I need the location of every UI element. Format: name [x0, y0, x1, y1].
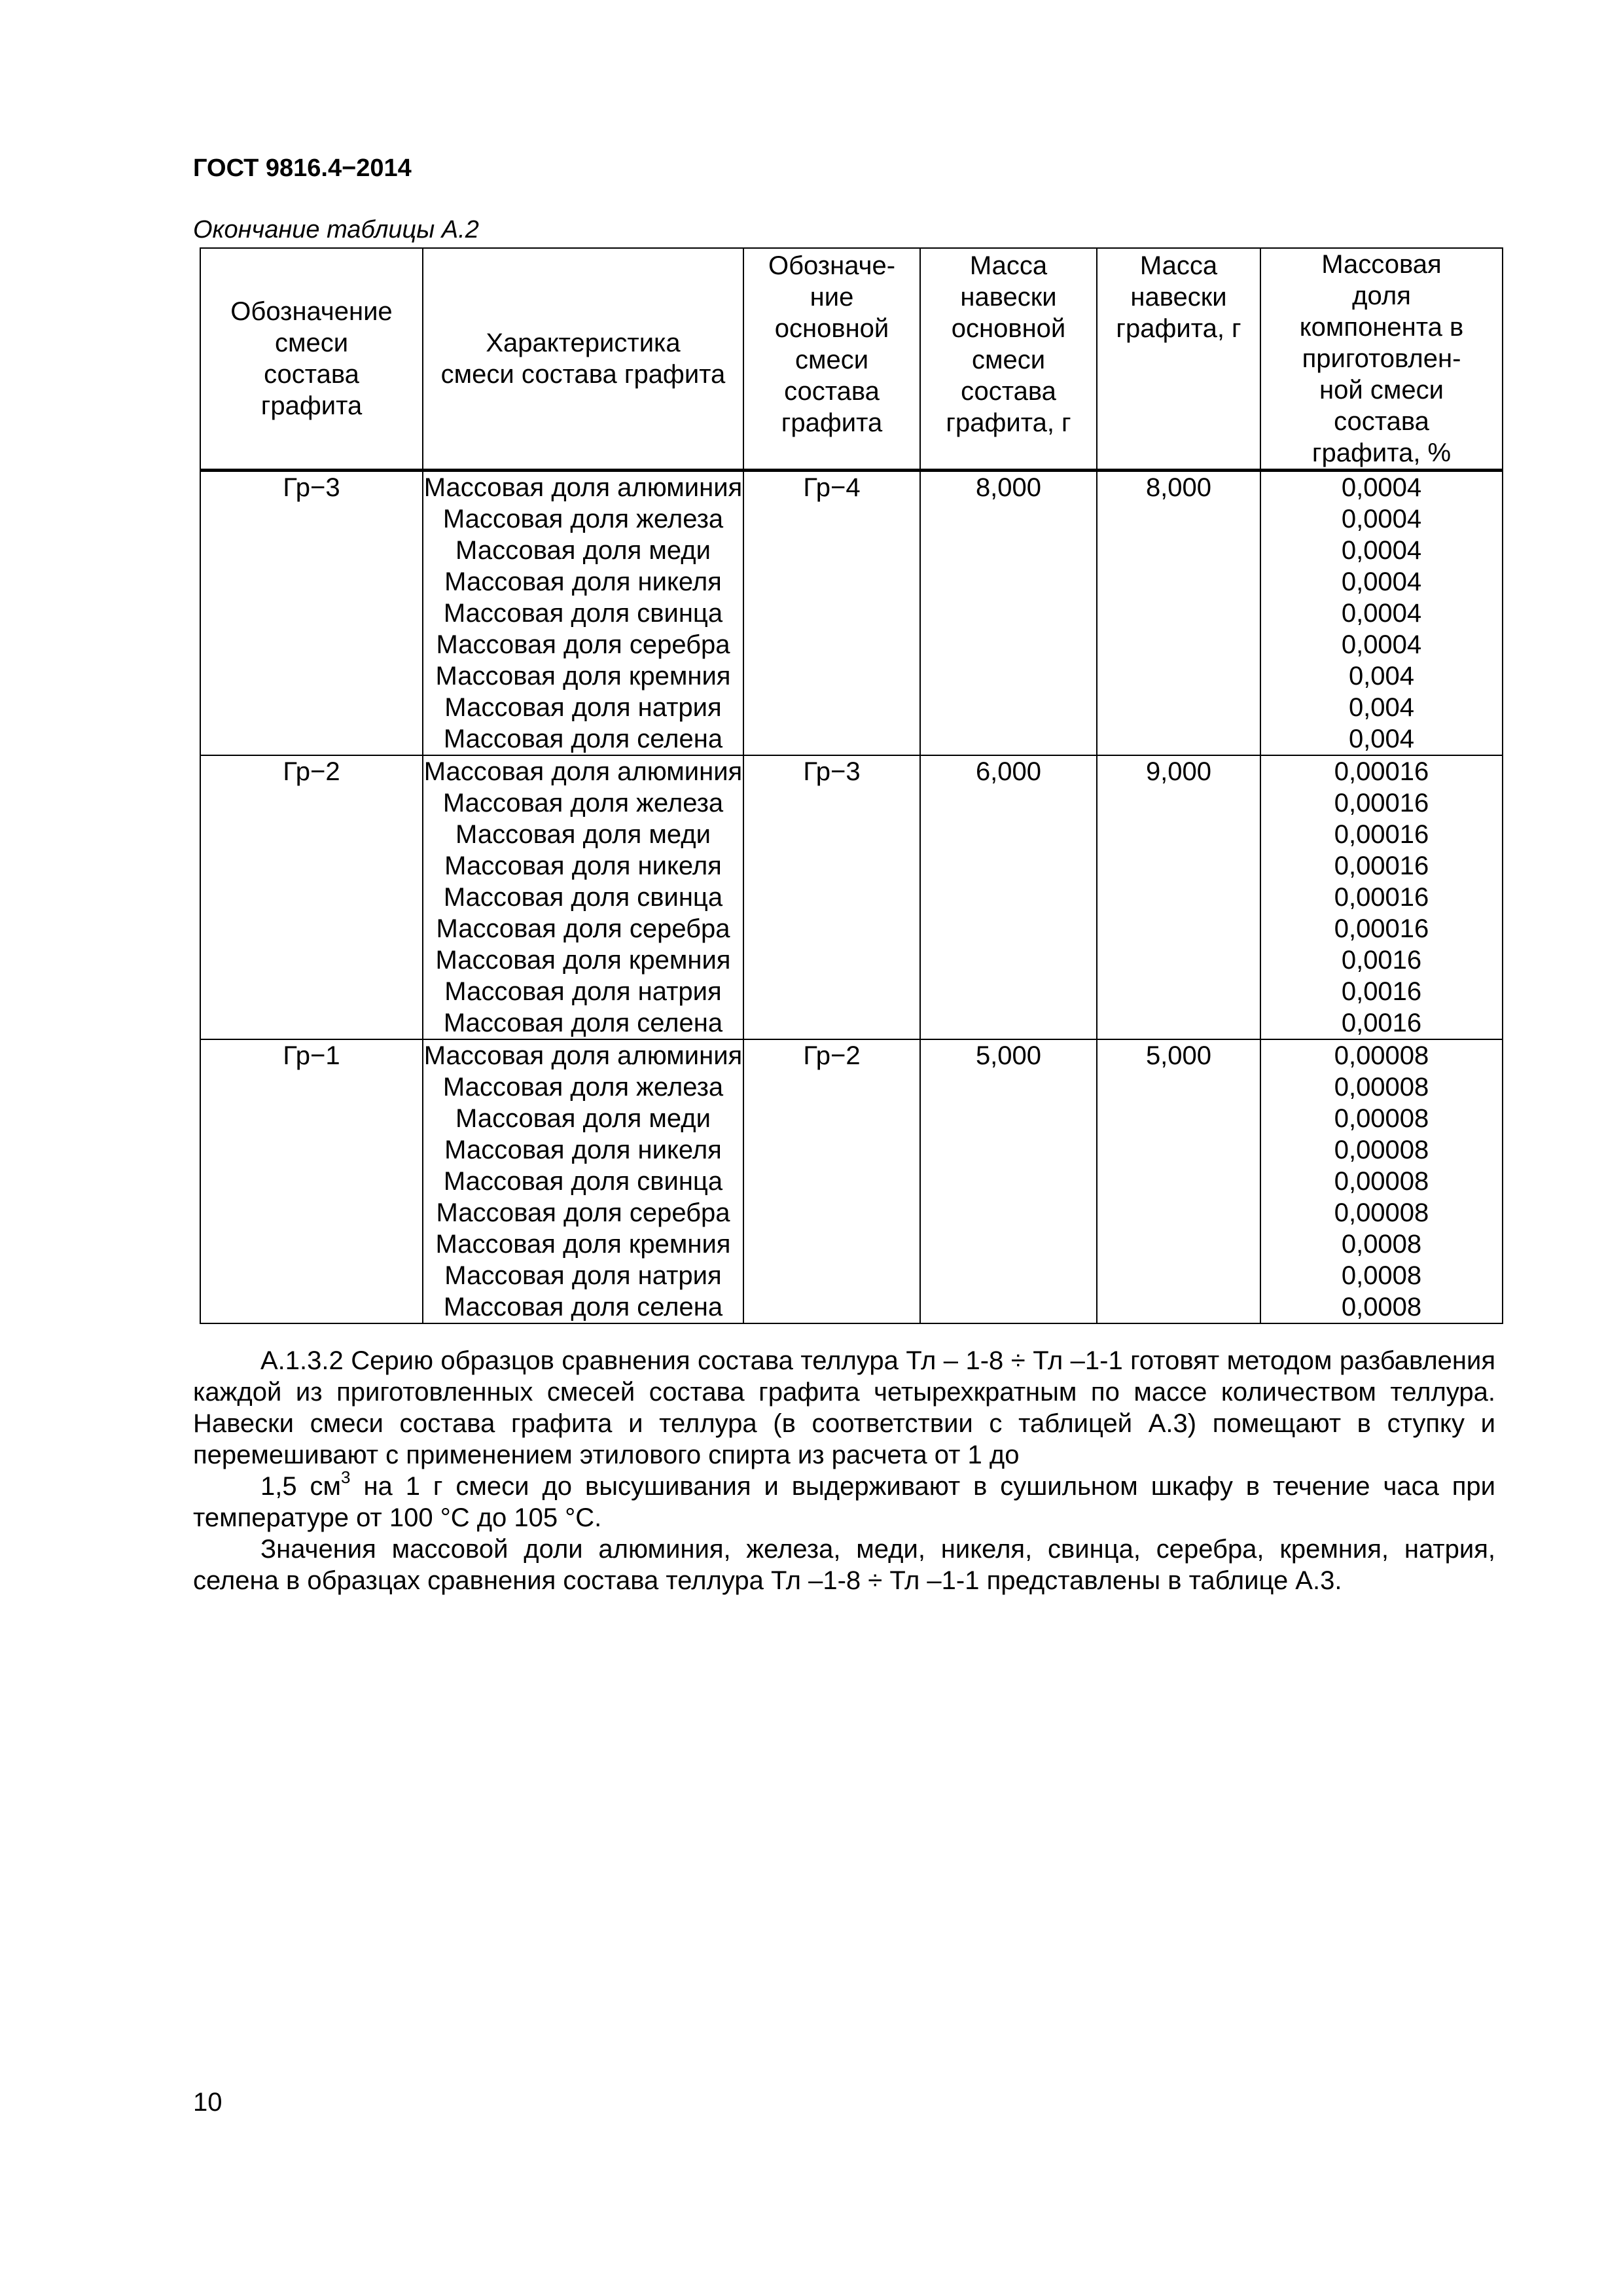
cell-line: 0,00016	[1334, 757, 1429, 786]
column-header-line: Массовая	[1321, 250, 1442, 279]
cell-line: Массовая доля алюминия	[423, 757, 743, 786]
cell-line: 0,0016	[1341, 1009, 1422, 1037]
cell-text: 6,000	[975, 757, 1042, 786]
characteristics-cell	[423, 1039, 743, 1323]
table-caption: Окончание таблицы А.2	[193, 216, 479, 243]
cell-line: Массовая доля натрия	[444, 1261, 722, 1290]
base-mix-cell	[743, 755, 920, 1039]
graphite-mass-cell	[1097, 471, 1260, 756]
column-header-line: Обозначение	[230, 297, 393, 326]
column-header-1	[200, 248, 423, 471]
cell-line: 0,00008	[1334, 1198, 1429, 1227]
cell-line: Массовая доля меди	[455, 536, 711, 565]
column-header-line: доля	[1352, 281, 1411, 310]
column-header-line: графита	[781, 408, 883, 437]
paragraph-continuation	[193, 1467, 1495, 1534]
base-mass-cell	[920, 755, 1097, 1039]
paragraph-text-before-superscript: 1,5 см	[260, 1472, 342, 1501]
cell-line: Массовая доля кремния	[435, 946, 731, 975]
column-header-line: графита, %	[1311, 439, 1452, 467]
graphite-mass-cell	[1097, 1039, 1260, 1323]
cell-line: Массовая доля никеля	[444, 1136, 722, 1164]
cell-text: Гр−2	[803, 1041, 861, 1070]
cell-line: 0,00008	[1334, 1073, 1429, 1102]
column-header-4	[920, 248, 1097, 471]
column-header-line: Характеристика	[486, 329, 681, 357]
column-header-3	[743, 248, 920, 471]
column-header-line: графита	[260, 391, 363, 420]
cell-text: 9,000	[1145, 757, 1212, 786]
cell-line: 0,004	[1348, 693, 1415, 722]
column-header-line: Масса	[1139, 251, 1218, 280]
superscript-3: 3	[341, 1467, 351, 1487]
paragraph-text: Значения массовой доли алюминия, железа, меди, никеля, свинца, серебра, кремния, натрия, селена в образцах сравнения состава теллура Тл –1-8 ÷ Тл –1-1 представлены в таблице А.3.	[193, 1535, 1495, 1595]
cell-text: 5,000	[1145, 1041, 1212, 1070]
fraction-cell	[1260, 1039, 1503, 1323]
cell-line: Массовая доля селена	[443, 1009, 723, 1037]
table-row	[200, 1039, 1503, 1323]
cell-line: Массовая доля натрия	[444, 977, 722, 1006]
column-header-line: навески	[1130, 283, 1227, 312]
column-header-line: состава	[784, 377, 880, 406]
characteristics-cell	[423, 471, 743, 756]
cell-line: 0,00016	[1334, 914, 1429, 943]
cell-text: Гр−1	[283, 1041, 340, 1070]
cell-line: 0,0004	[1341, 536, 1422, 565]
column-header-line: смеси	[274, 329, 349, 357]
cell-line: 0,00008	[1334, 1136, 1429, 1164]
cell-line: Массовая доля натрия	[444, 693, 722, 722]
column-header-line: основной	[951, 314, 1066, 343]
document-header: ГОСТ 9816.4−2014	[193, 154, 412, 182]
table-row	[200, 755, 1503, 1039]
cell-line: Массовая доля алюминия	[423, 473, 743, 502]
cell-line: 0,0004	[1341, 473, 1422, 502]
cell-line: 0,00008	[1334, 1041, 1429, 1070]
column-header-line: смеси	[971, 346, 1046, 374]
cell-line: Массовая доля свинца	[443, 599, 723, 628]
page-number: 10	[193, 2088, 223, 2117]
cell-line: 0,00016	[1334, 820, 1429, 849]
base-mix-cell	[743, 1039, 920, 1323]
column-header-2	[423, 248, 743, 471]
cell-line: 0,00008	[1334, 1167, 1429, 1196]
column-header-line: навески	[960, 283, 1057, 312]
cell-text: Гр−3	[803, 757, 861, 786]
designation-cell	[200, 755, 423, 1039]
cell-line: 0,0016	[1341, 977, 1422, 1006]
column-header-line: состава	[264, 360, 359, 389]
cell-line: Массовая доля железа	[442, 1073, 724, 1102]
column-header-6	[1260, 248, 1503, 471]
column-header-5	[1097, 248, 1260, 471]
cell-line: 0,0004	[1341, 630, 1422, 659]
cell-line: Массовая доля кремния	[435, 662, 731, 691]
cell-text: 5,000	[975, 1041, 1042, 1070]
base-mass-cell	[920, 1039, 1097, 1323]
paragraph-a-1-3-2	[193, 1345, 1495, 1471]
designation-cell	[200, 471, 423, 756]
paragraph-values	[193, 1534, 1495, 1596]
characteristics-cell	[423, 755, 743, 1039]
base-mix-cell	[743, 471, 920, 756]
graphite-mass-cell	[1097, 755, 1260, 1039]
cell-line: Массовая доля кремния	[435, 1230, 731, 1259]
cell-line: 0,00008	[1334, 1104, 1429, 1133]
cell-line: Массовая доля меди	[455, 1104, 711, 1133]
cell-line: 0,00016	[1334, 789, 1429, 817]
cell-line: 0,00016	[1334, 883, 1429, 912]
cell-line: 0,0016	[1341, 946, 1422, 975]
fraction-cell	[1260, 471, 1503, 756]
column-header-line: Обозначе-	[768, 251, 896, 280]
cell-line: 0,0004	[1341, 599, 1422, 628]
cell-text: Гр−2	[283, 757, 340, 786]
column-header-line: ние	[810, 283, 854, 312]
column-header-line: состава	[961, 377, 1056, 406]
column-header-line: приготовлен-	[1302, 344, 1461, 373]
column-header-line: графита, г	[1116, 314, 1241, 343]
paragraph-text: А.1.3.2 Серию образцов сравнения состава теллура Тл – 1-8 ÷ Тл –1-1 готовят методом разбавления каждой из приготовленных смесей состава графита четырехкратным по массе количеством теллура. Навески смеси состава графита и теллура (в соответствии с таблицей А.3) помещают в ступку и перемешивают с применением этилового спирта из расчета от 1 до	[193, 1346, 1495, 1469]
cell-line: Массовая доля железа	[442, 505, 724, 533]
cell-line: Массовая доля серебра	[436, 914, 730, 943]
column-header-line: смеси	[794, 346, 869, 374]
fraction-cell	[1260, 755, 1503, 1039]
base-mass-cell	[920, 471, 1097, 756]
mixture-table	[200, 247, 1503, 1324]
cell-line: 0,004	[1348, 725, 1415, 753]
column-header-line: состава	[1334, 407, 1429, 436]
column-header-line: Масса	[969, 251, 1048, 280]
cell-line: Массовая доля железа	[442, 789, 724, 817]
designation-cell	[200, 1039, 423, 1323]
cell-line: 0,00016	[1334, 852, 1429, 880]
cell-line: Массовая доля серебра	[436, 630, 730, 659]
cell-line: 0,004	[1348, 662, 1415, 691]
cell-text: 8,000	[975, 473, 1042, 502]
column-header-line: ной смеси	[1319, 376, 1444, 404]
cell-line: Массовая доля никеля	[444, 567, 722, 596]
cell-text: Гр−3	[283, 473, 340, 502]
cell-line: 0,0004	[1341, 567, 1422, 596]
cell-line: Массовая доля меди	[455, 820, 711, 849]
cell-line: Массовая доля алюминия	[423, 1041, 743, 1070]
cell-line: Массовая доля свинца	[443, 1167, 723, 1196]
table-header-row	[200, 248, 1503, 471]
cell-line: Массовая доля селена	[443, 1293, 723, 1321]
cell-line: 0,0004	[1341, 505, 1422, 533]
column-header-line: компонента в	[1299, 313, 1464, 342]
cell-text: 8,000	[1145, 473, 1212, 502]
cell-line: Массовая доля никеля	[444, 852, 722, 880]
cell-line: Массовая доля свинца	[443, 883, 723, 912]
cell-line: Массовая доля серебра	[436, 1198, 730, 1227]
table-row	[200, 471, 1503, 756]
cell-line: 0,0008	[1341, 1230, 1422, 1259]
column-header-line: графита, г	[946, 408, 1071, 437]
cell-line: 0,0008	[1341, 1293, 1422, 1321]
column-header-line: смеси состава графита	[440, 360, 726, 389]
cell-line: 0,0008	[1341, 1261, 1422, 1290]
cell-line: Массовая доля селена	[443, 725, 723, 753]
column-header-line: основной	[774, 314, 889, 343]
cell-text: Гр−4	[803, 473, 861, 502]
paragraph-text-after-superscript: на 1 г смеси до высушивания и выдерживают в сушильном шкафу в течение часа при температуре от 100 °С до 105 °С.	[193, 1472, 1495, 1532]
